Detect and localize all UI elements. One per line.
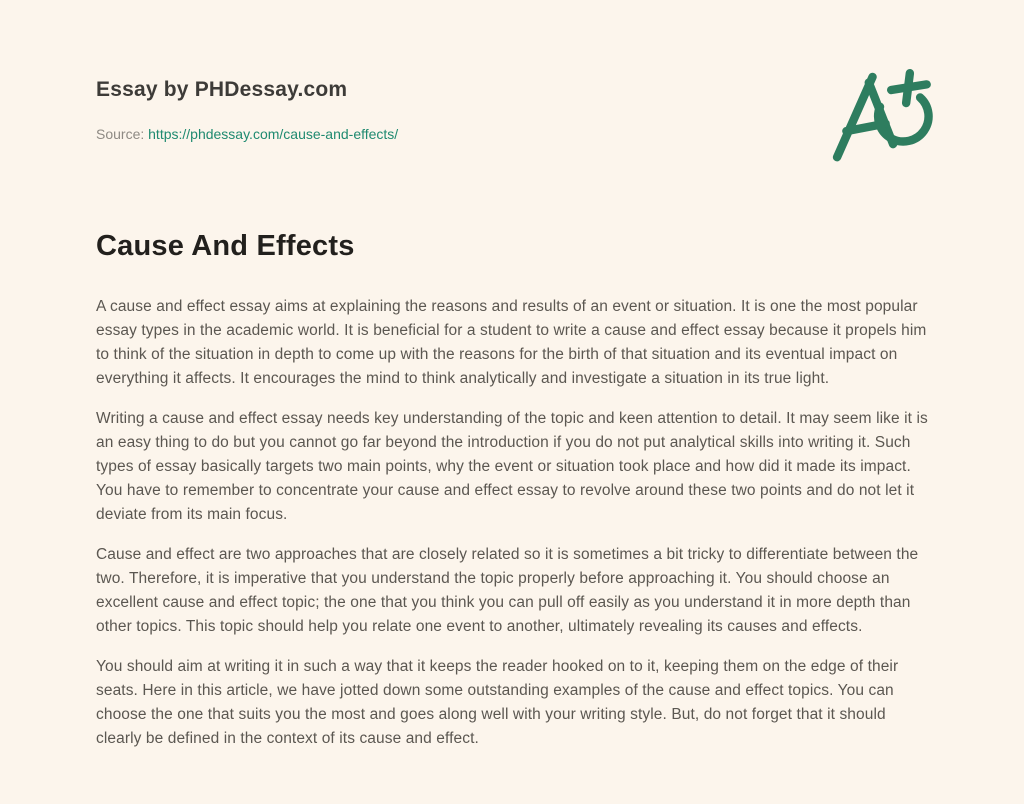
article-title: Cause And Effects	[96, 230, 355, 262]
article-paragraph: A cause and effect essay aims at explaining the reasons and results of an event or situation. It is one the most popular essay types in the academic world. It is beneficial for a student to write a cause and effect essay because it propels him to think of the situation in depth to come up with the reasons for the birth of that situation and its eventual impact on everything it affects. It encourages the mind to think analytically and investigate a situation in its true light.	[96, 298, 927, 387]
article-paragraph: You should aim at writing it in such a way that it keeps the reader hooked on to it, keeping them on the edge of their seats. Here in this article, we have jotted down some outstanding examples of the cause and effect topics. You can choose the one that suits you the most and goes along well with your writing style. But, do not forget that it should clearly be defined in the context of its cause and effect.	[96, 658, 899, 747]
a-plus-logo-icon	[824, 62, 936, 174]
page-title: Essay by PHDessay.com	[96, 78, 348, 101]
article-paragraph: Writing a cause and effect essay needs key understanding of the topic and keen attention to detail. It may seem like it is an easy thing to do but you cannot go far beyond the introduction if you do not put analytical skills into writing it. Such types of essay basically targets two main points, why the event or situation took place and how did it made its impact. You have to remember to concentrate your cause and effect essay to revolve around these two points and do not let it deviate from its main focus.	[96, 410, 928, 523]
source-line	[96, 126, 928, 142]
source-label: Source:	[96, 126, 145, 142]
article-body	[96, 295, 928, 751]
source-url-link[interactable]: https://phdessay.com/cause-and-effects/	[148, 126, 399, 142]
article-paragraph: Cause and effect are two approaches that are closely related so it is sometimes a bit tricky to differentiate between the two. Therefore, it is imperative that you understand the topic properly before approaching it. You should choose an excellent cause and effect topic; the one that you think you can pull off easily as you understand it in more depth than other topics. This topic should help you relate one event to another, ultimately revealing its causes and effects.	[96, 546, 919, 635]
